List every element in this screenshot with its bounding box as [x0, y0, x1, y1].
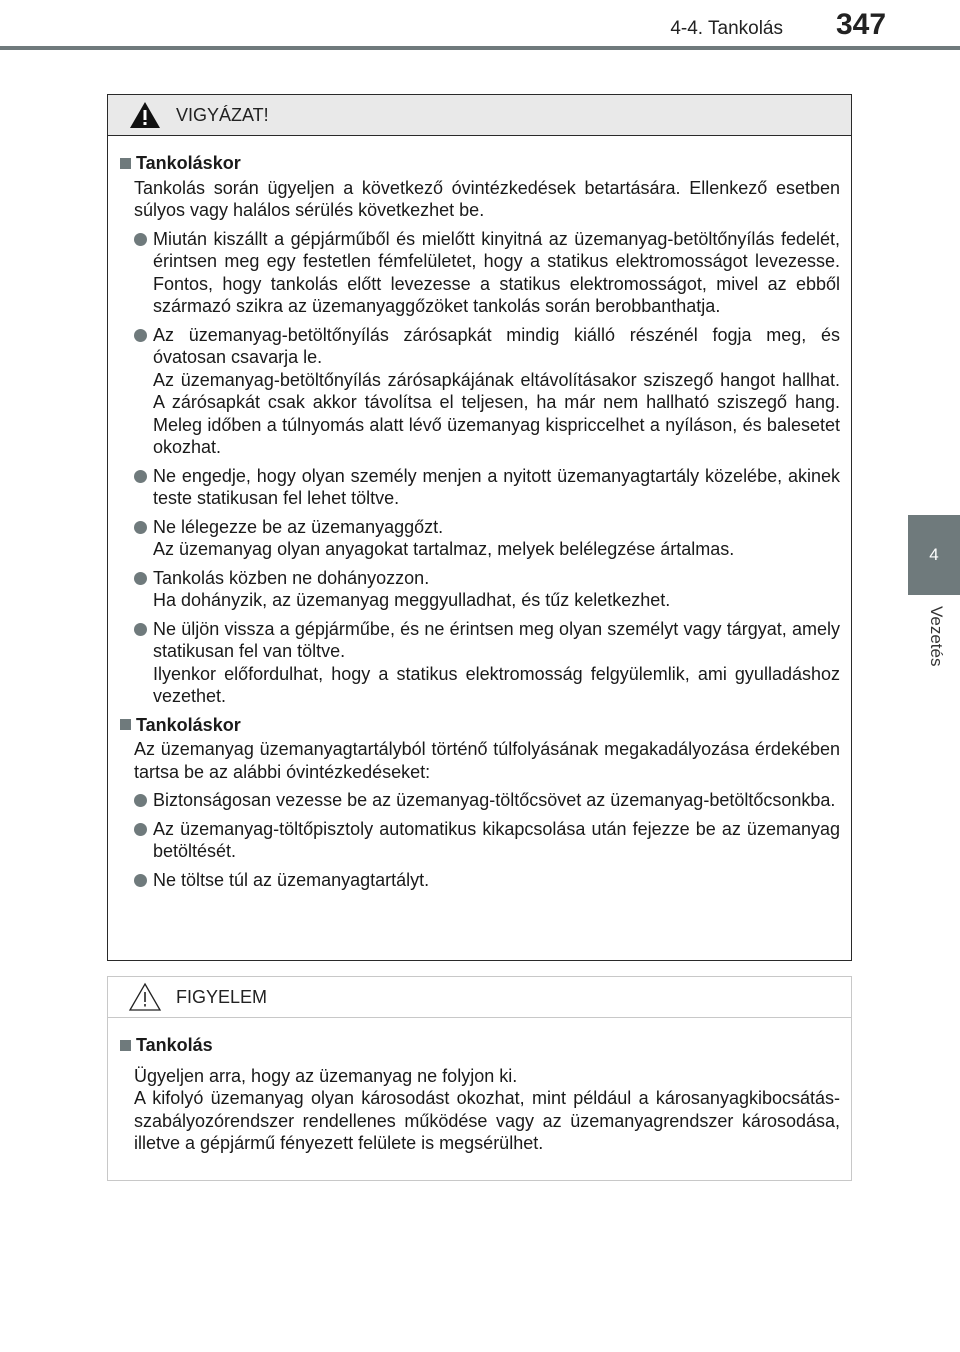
- bullet-text: [153, 228, 840, 318]
- chapter-tab: [908, 515, 960, 595]
- bullet-line: Ne töltse túl az üzemanyagtartályt.: [153, 869, 430, 890]
- round-bullet-icon: [134, 623, 147, 636]
- square-bullet-icon: [120, 719, 131, 730]
- round-bullet-icon: [134, 329, 147, 342]
- notice-line: Ügyeljen arra, hogy az üzemanyag ne folyjon ki.: [134, 1065, 518, 1086]
- bullet-line: Az üzemanyag olyan anyagokat tartalmaz, melyek belélegzése ártalmas.: [153, 539, 735, 559]
- round-bullet-icon: [134, 874, 147, 887]
- notice-box: [107, 976, 852, 1181]
- round-bullet-icon: [134, 521, 147, 534]
- notice-text: [134, 1065, 840, 1155]
- bullet-line: Ne lélegezze be az üzemanyaggőzt.: [153, 516, 444, 537]
- caution-triangle-icon: [128, 980, 168, 1014]
- bullet-line: Ha dohányzik, az üzemanyag meggyulladhat, és tűz keletkezhet.: [153, 590, 671, 610]
- header-rule: [0, 46, 960, 50]
- notice-title: FIGYELEM: [176, 986, 268, 1007]
- section-heading: Tankolás: [120, 1034, 840, 1057]
- bullet-text: [153, 516, 840, 561]
- warning-body: [108, 136, 851, 891]
- bullet-line: Az üzemanyag-betöltőnyílás zárósapkájának eltávolításakor sziszegő hangot hallhat. A zárósapkát csak akkor távolítsa el teljesen, ha már nem hallható sziszegő hang. Meleg időben a túlnyomás alatt lévő üzemanyag kispriccelhet a nyíláson, és balesetet okozhat.: [153, 369, 840, 457]
- bullet-text: [153, 324, 840, 459]
- bullet-line: Biztonságosan vezesse be az üzemanyag-töltőcsövet az üzemanyag-betöltőcsonkba.: [153, 790, 836, 810]
- list-item: [134, 789, 840, 812]
- bullet-line: Ne engedje, hogy olyan személy menjen a nyitott üzemanyagtartály közelébe, akinek teste statikusan fel lehet töltve.: [153, 465, 840, 508]
- square-bullet-icon: [120, 1040, 131, 1051]
- bullet-list: [120, 228, 840, 708]
- bullet-line: Ne üljön vissza a gépjárműbe, és ne érintsen meg olyan személyt vagy tárgyat, amely statikusan fel van töltve.: [153, 618, 840, 661]
- warning-box: [107, 94, 852, 961]
- chapter-number: 4: [929, 545, 939, 564]
- section-intro: Az üzemanyag üzemanyagtartályból történő túlfolyásának megakadályozása érdekében tartsa be az alábbi óvintézkedéseket:: [134, 739, 840, 782]
- round-bullet-icon: [134, 794, 147, 807]
- chapter-label: Vezetés: [927, 606, 946, 667]
- notice-body: [108, 1018, 851, 1155]
- bullet-text: [153, 869, 840, 892]
- list-item: [134, 465, 840, 510]
- section-heading: Tankoláskor: [120, 714, 840, 737]
- bullet-text: [153, 789, 840, 812]
- bullet-line: Miután kiszállt a gépjárműből és mielőtt kinyitná az üzemanyag-betöltőnyílás fedelét, érintsen meg egy festetlen fémfelületet, hogy a statikus elektromosságot levezesse. Fontos, hogy tankolás előtt levezesse a statikus elektromosságot, mivel az ebből származó szikra az üzemanyaggőzöket tankolás során berobbanthatja.: [153, 228, 840, 316]
- header-section-title: 4-4. Tankolás: [670, 18, 783, 39]
- bullet-line: Az üzemanyag-betöltőnyílás zárósapkát mindig kiálló részénél fogja meg, és óvatosan csavarja le.: [153, 324, 840, 367]
- round-bullet-icon: [134, 470, 147, 483]
- list-item: [134, 516, 840, 561]
- bullet-text: [153, 818, 840, 863]
- warning-header: [108, 95, 851, 136]
- square-bullet-icon: [120, 158, 131, 169]
- list-item: [134, 567, 840, 612]
- round-bullet-icon: [134, 823, 147, 836]
- list-item: [134, 869, 840, 892]
- bullet-text: [153, 465, 840, 510]
- bullet-line: Tankolás közben ne dohányozzon.: [153, 567, 430, 588]
- round-bullet-icon: [134, 572, 147, 585]
- notice-header: [108, 977, 851, 1018]
- bullet-line: Ilyenkor előfordulhat, hogy a statikus elektromosság felgyülemlik, ami gyulladáshoz vezethet.: [153, 663, 840, 706]
- list-item: [134, 618, 840, 708]
- bullet-text: [153, 567, 840, 612]
- section-intro: Tankolás során ügyeljen a következő óvintézkedések betartására. Ellenkező esetben súlyos vagy halálos sérülés következhet be.: [134, 177, 840, 220]
- bullet-text: [153, 618, 840, 708]
- list-item: [134, 818, 840, 863]
- notice-line: A kifolyó üzemanyag olyan károsodást okozhat, mint például a károsanyagkibocsátás-szabályozórendszer rendellenes működése vagy az üzemanyagrendszer károsodása, illetve a gépjármű fényezett felülete is megsérülhet.: [134, 1088, 840, 1153]
- bullet-line: Az üzemanyag-töltőpisztoly automatikus kikapcsolása után fejezze be az üzemanyag betöltését.: [153, 818, 840, 861]
- warning-triangle-icon: [128, 98, 168, 132]
- section-heading: Tankoláskor: [120, 152, 840, 175]
- round-bullet-icon: [134, 233, 147, 246]
- list-item: [134, 228, 840, 318]
- list-item: [134, 324, 840, 459]
- warning-title: VIGYÁZAT!: [176, 104, 269, 125]
- bullet-list: [120, 789, 840, 891]
- page-number: 347: [836, 8, 887, 41]
